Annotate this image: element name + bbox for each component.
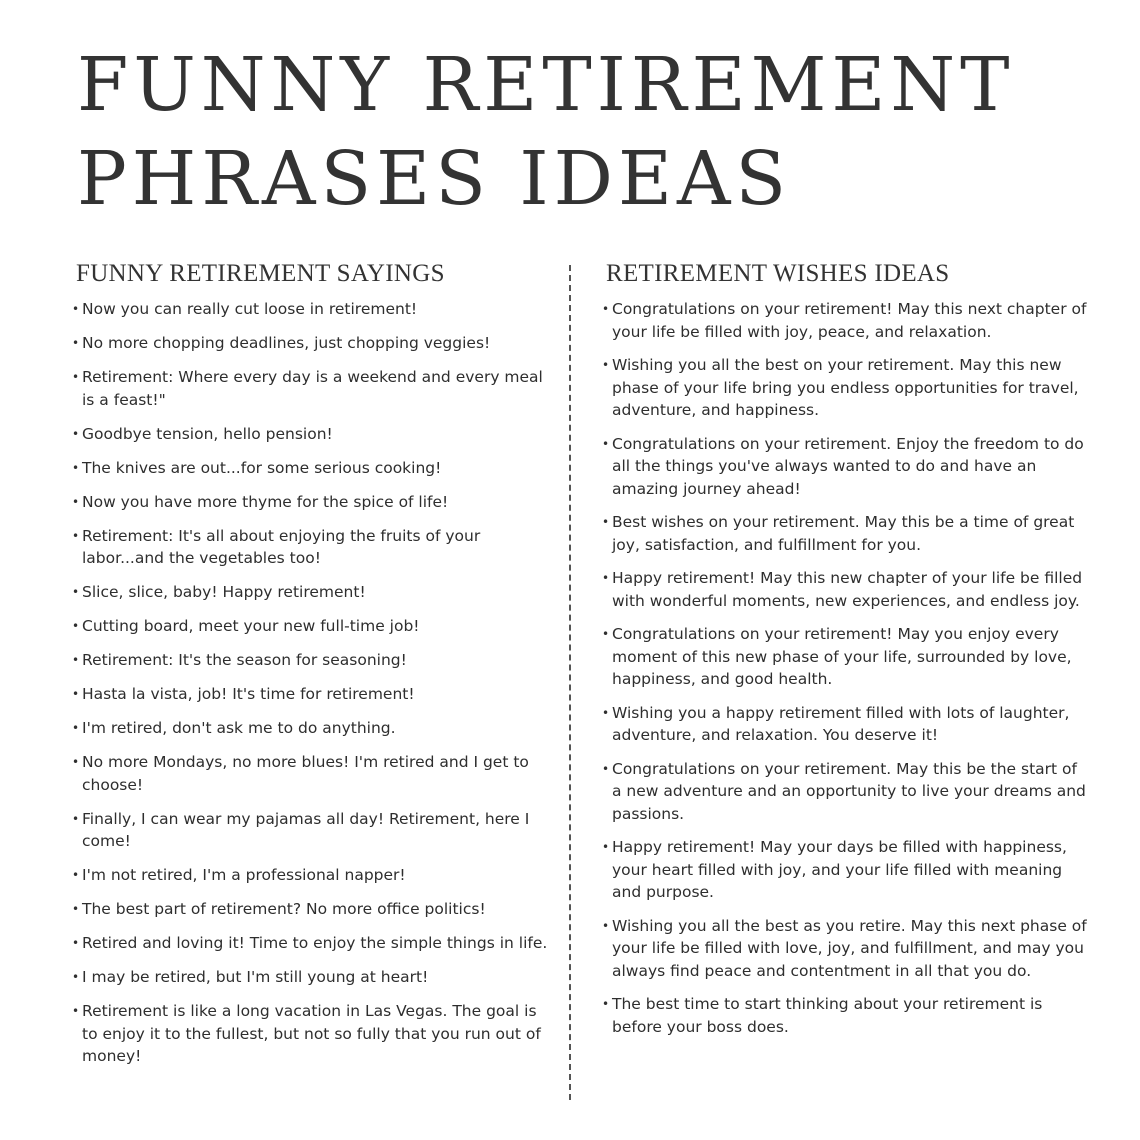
- bullet-icon: •: [72, 721, 80, 735]
- list-item-text: Slice, slice, baby! Happy retirement!: [82, 583, 366, 601]
- list-item: [602, 567, 1088, 612]
- list-item: [72, 581, 550, 604]
- list-item-text: Best wishes on your retirement. May this be a time of great joy, satisfaction, and fulfillment for you.: [612, 513, 1075, 554]
- list-item-text: The knives are out...for some serious cooking!: [82, 458, 442, 477]
- list-item: [72, 898, 550, 921]
- list-item-text: Goodbye tension, hello pension!: [82, 424, 333, 443]
- list-item-text: Happy retirement! May this new chapter of your life be filled with wonderful moments, new experiences, and endless joy.: [612, 569, 1083, 610]
- page-title: [77, 38, 1015, 226]
- bullet-icon: •: [602, 571, 610, 585]
- list-item-text: No more chopping deadlines, just chopping veggies!: [82, 334, 491, 352]
- list-item-text: No more Mondays, no more blues! I'm retired and I get to choose!: [82, 753, 529, 794]
- list-item: [72, 717, 550, 740]
- list-item-text: Wishing you all the best on your retirement. May this new phase of your life bring you endless opportunities for travel, adventure, and happiness.: [612, 356, 1079, 419]
- list-item-text: Wishing you all the best as you retire. May this next phase of your life be filled with love, joy, and fulfillment, and may you always find peace and contentment in all that you do.: [612, 916, 1087, 980]
- list-item: [72, 683, 550, 706]
- list-item: [72, 864, 550, 887]
- list-item: [602, 993, 1088, 1038]
- list-item-text: I may be retired, but I'm still young at heart!: [82, 968, 429, 986]
- bullet-icon: •: [72, 494, 80, 509]
- list-item-text: Hasta la vista, job! It's time for retirement!: [82, 685, 415, 703]
- list-item: [72, 525, 550, 570]
- list-item: [72, 332, 550, 355]
- page-title-line-1: FUNNY RETIREMENT: [77, 42, 1015, 128]
- retirement-wishes-list: [602, 298, 1088, 1038]
- list-item: [72, 932, 550, 955]
- list-item-text: Wishing you a happy retirement filled with lots of laughter, adventure, and relaxation. You deserve it!: [612, 703, 1070, 744]
- list-item: [602, 354, 1088, 422]
- bullet-icon: •: [72, 970, 80, 984]
- list-item-text: The best time to start thinking about your retirement is before your boss does.: [612, 995, 1043, 1036]
- list-item-text: Congratulations on your retirement! May this next chapter of your life be filled with joy, peace, and relaxation.: [612, 300, 1087, 341]
- list-item: [72, 615, 550, 638]
- column-divider: [569, 265, 571, 1100]
- bullet-icon: •: [602, 358, 610, 372]
- bullet-icon: •: [72, 370, 80, 384]
- list-item: [602, 433, 1088, 501]
- list-item-text: Cutting board, meet your new full-time job!: [82, 617, 420, 635]
- bullet-icon: •: [72, 811, 80, 826]
- list-item-text: I'm not retired, I'm a professional napper!: [82, 866, 406, 884]
- list-item: [72, 751, 550, 796]
- funny-sayings-column: [72, 258, 550, 1079]
- list-item-text: Retirement: It's the season for seasoning!: [82, 651, 407, 669]
- bullet-icon: •: [72, 868, 80, 882]
- bullet-icon: •: [72, 653, 80, 667]
- list-item: [602, 836, 1088, 904]
- bullet-icon: •: [602, 705, 610, 720]
- bullet-icon: •: [602, 918, 610, 933]
- list-item-text: The best part of retirement? No more office politics!: [82, 900, 486, 918]
- list-item-text: Retired and loving it! Time to enjoy the simple things in life.: [82, 934, 548, 952]
- list-item: [602, 702, 1088, 747]
- list-item: [602, 915, 1088, 983]
- list-item: [602, 298, 1088, 343]
- list-item-text: Happy retirement! May your days be filled with happiness, your heart filled with joy, and your life filled with meaning and purpose.: [612, 838, 1067, 901]
- list-item-text: Retirement: It's all about enjoying the fruits of your labor...and the vegetables too!: [82, 526, 481, 567]
- bullet-icon: •: [602, 997, 610, 1011]
- list-item: [72, 966, 550, 989]
- bullet-icon: •: [72, 1004, 80, 1018]
- bullet-icon: •: [72, 936, 80, 950]
- list-item: [602, 758, 1088, 826]
- list-item-text: Finally, I can wear my pajamas all day! Retirement, here I come!: [82, 809, 530, 850]
- funny-sayings-list: [72, 298, 550, 1068]
- funny-sayings-heading: FUNNY RETIREMENT SAYINGS: [76, 260, 445, 287]
- bullet-icon: •: [72, 528, 80, 543]
- list-item-text: Now you have more thyme for the spice of life!: [82, 492, 449, 511]
- bullet-icon: •: [602, 761, 610, 776]
- bullet-icon: •: [72, 426, 80, 441]
- list-item: [72, 649, 550, 672]
- list-item-text: I'm retired, don't ask me to do anything.: [82, 719, 396, 737]
- list-item-text: Retirement is like a long vacation in Las Vegas. The goal is to enjoy it to the fullest, but not so fully that you run out of money!: [82, 1002, 541, 1065]
- bullet-icon: •: [72, 687, 80, 701]
- list-item: [72, 1000, 550, 1068]
- bullet-icon: •: [72, 460, 80, 475]
- bullet-icon: •: [72, 619, 80, 633]
- list-item: [602, 511, 1088, 556]
- page-title-line-2: PHRASES IDEAS: [77, 136, 792, 222]
- list-item: [602, 623, 1088, 691]
- bullet-icon: •: [602, 302, 610, 316]
- bullet-icon: •: [602, 515, 610, 529]
- list-item: [72, 808, 550, 853]
- list-item-text: Congratulations on your retirement. Enjoy the freedom to do all the things you've always wanted to do and have an amazing journey ahead!: [612, 434, 1084, 498]
- list-item: [72, 457, 550, 480]
- bullet-icon: •: [72, 585, 80, 599]
- list-item-text: Retirement: Where every day is a weekend and every meal is a feast!": [82, 368, 543, 409]
- list-item-text: Now you can really cut loose in retirement!: [82, 300, 418, 318]
- bullet-icon: •: [602, 840, 610, 854]
- list-item-text: Congratulations on your retirement! May you enjoy every moment of this new phase of your life, surrounded by love, happiness, and good health.: [612, 625, 1072, 688]
- bullet-icon: •: [72, 302, 80, 316]
- bullet-icon: •: [72, 902, 80, 916]
- retirement-wishes-column: [602, 258, 1088, 1049]
- retirement-wishes-heading: RETIREMENT WISHES IDEAS: [606, 260, 950, 287]
- list-item-text: Congratulations on your retirement. May this be the start of a new adventure and an opportunity to live your dreams and passions.: [612, 759, 1086, 823]
- list-item: [72, 298, 550, 321]
- bullet-icon: •: [602, 436, 610, 451]
- bullet-icon: •: [72, 336, 80, 350]
- bullet-icon: •: [72, 755, 80, 769]
- list-item: [72, 423, 550, 446]
- list-item: [72, 366, 550, 411]
- bullet-icon: •: [602, 627, 610, 641]
- list-item: [72, 491, 550, 514]
